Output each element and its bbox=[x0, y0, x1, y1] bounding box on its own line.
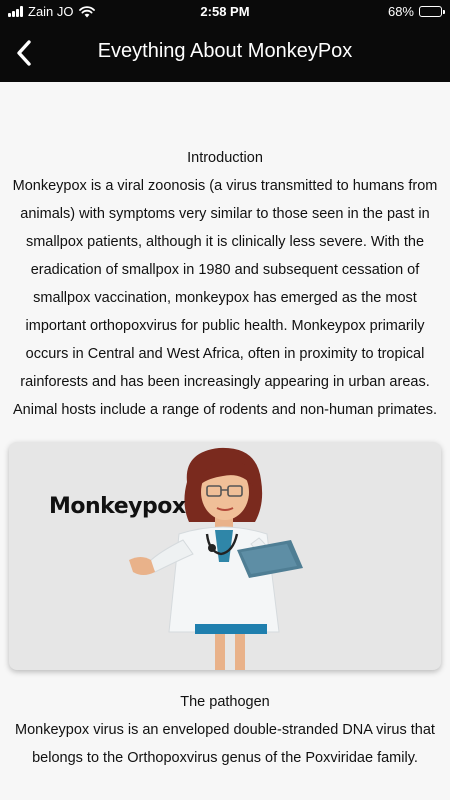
status-bar bbox=[0, 0, 450, 24]
status-time: 2:58 PM bbox=[200, 4, 250, 19]
page-title: Eveything About MonkeyPox bbox=[97, 40, 353, 62]
status-right bbox=[388, 4, 442, 19]
battery-percent: 68% bbox=[387, 4, 414, 19]
article-content[interactable] bbox=[0, 82, 450, 800]
pathogen-paragraph: Monkeypox virus is an enveloped double-stranded DNA virus that belongs to the Orthopoxvirus genus of the Poxviridae family. bbox=[15, 722, 435, 766]
intro-heading: Introduction bbox=[187, 150, 263, 166]
doctor-illustration bbox=[9, 442, 441, 670]
app-header bbox=[0, 0, 450, 82]
pathogen-heading: The pathogen bbox=[180, 694, 270, 710]
battery-icon bbox=[419, 6, 442, 17]
intro-paragraph: Monkeypox is a viral zoonosis (a virus transmitted to humans from animals) with symptoms very similar to those seen in the past in smallpox patients, although it is clinically less severe. With the eradication of smallpox in 1980 and subsequent cessation of smallpox vaccination, monkeypox has emerged as the most important orthopoxvirus for public health. Monkeypox primarily occurs in Central and West Africa, often in proximity to tropical rainforests and has been increasingly appearing in urban areas. Animal hosts include a range of rodents and non-human primates. bbox=[12, 178, 438, 418]
carrier-label: Zain JO bbox=[28, 4, 74, 19]
monkeypox-illustration-card bbox=[9, 442, 441, 670]
illustration-label: Monkeypox bbox=[49, 494, 186, 519]
